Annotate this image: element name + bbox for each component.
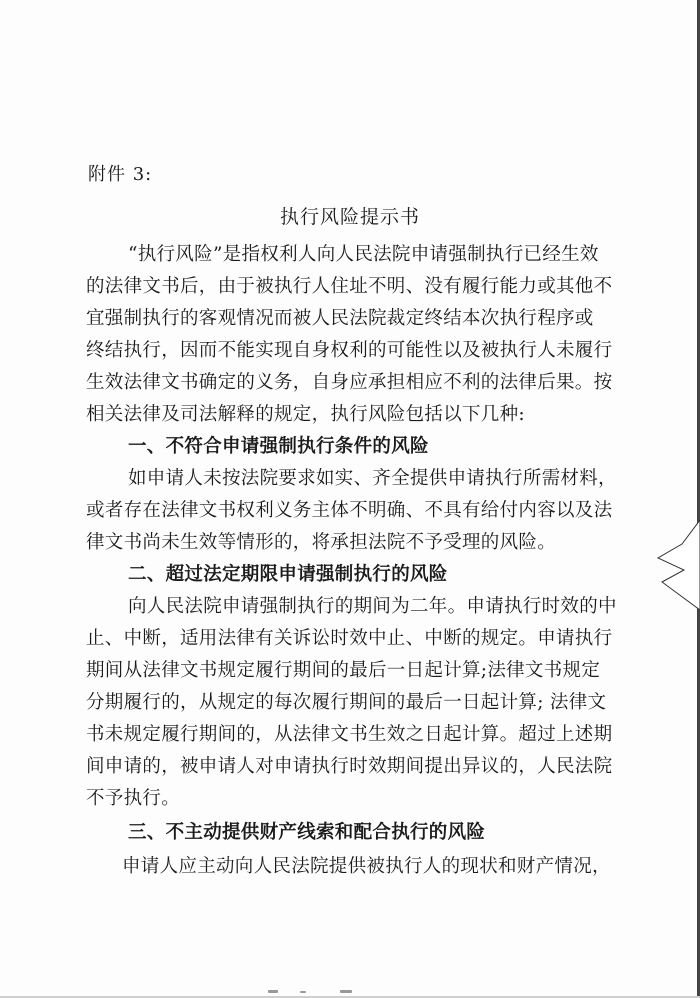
section-3-line: 申请人应主动向人民法院提供被执行人的现状和财产情况， [122,856,611,877]
scan-artifact [340,990,352,993]
paragraph-1-line: 生效法律文书确定的义务，自身应承担相应不利的法律后果。按 [86,372,613,393]
torn-edge-notch [654,520,700,610]
section-1-line: 或者存在法律文书权利义务主体不明确、不具有给付内容以及法 [86,500,613,521]
document-title: 执行风险提示书 [279,206,420,228]
section-2-line: 分期履行的，从规定的每次履行期间的最后一日起计算; 法律文 [86,692,607,713]
section-1-line: 律文书尚未生效等情形的，将承担法院不予受理的风险。 [86,532,557,553]
section-2-line: 不予执行。 [86,788,181,809]
section-3-heading: 三、不主动提供财产线索和配合执行的风险 [128,822,486,843]
section-1-line: 如申请人未按法院要求如实、齐全提供申请执行所需材料， [128,468,617,489]
scan-artifact [300,991,306,993]
section-1-heading: 一、不符合申请强制执行条件的风险 [128,436,429,457]
section-2-line: 书未规定履行期间的，从法律文书生效之日起计算。超过上述期 [86,724,613,745]
section-2-line: 间申请的，被申请人对申请执行时效期间提出异议的，人民法院 [86,756,613,777]
paragraph-1-line: 宜强制执行的客观情况而被人民法院裁定终结本次执行程序或 [86,308,594,329]
paragraph-1-line: 终结执行，因而不能实现自身权利的可能性以及被执行人未履行 [86,340,613,361]
attachment-label: 附件 3: [88,164,153,185]
section-2-heading: 二、超过法定期限申请强制执行的风险 [128,564,448,585]
section-2-line: 期间从法律文书规定履行期间的最后一日起计算;法律文书规定 [86,660,601,681]
paragraph-1-line: 相关法律及司法解释的规定，执行风险包括以下几种: [86,404,525,425]
scan-artifact [268,990,278,993]
paragraph-1-line: 的法律文书后，由于被执行人住址不明、没有履行能力或其他不 [86,276,613,297]
section-2-line: 向人民法院申请强制执行的期间为二年。申请执行时效的中 [128,596,617,617]
section-2-line: 止、中断，适用法律有关诉讼时效中止、中断的规定。申请执行 [86,628,613,649]
paragraph-1-line: “执行风险”是指权利人向人民法院申请强制执行已经生效 [128,244,599,265]
